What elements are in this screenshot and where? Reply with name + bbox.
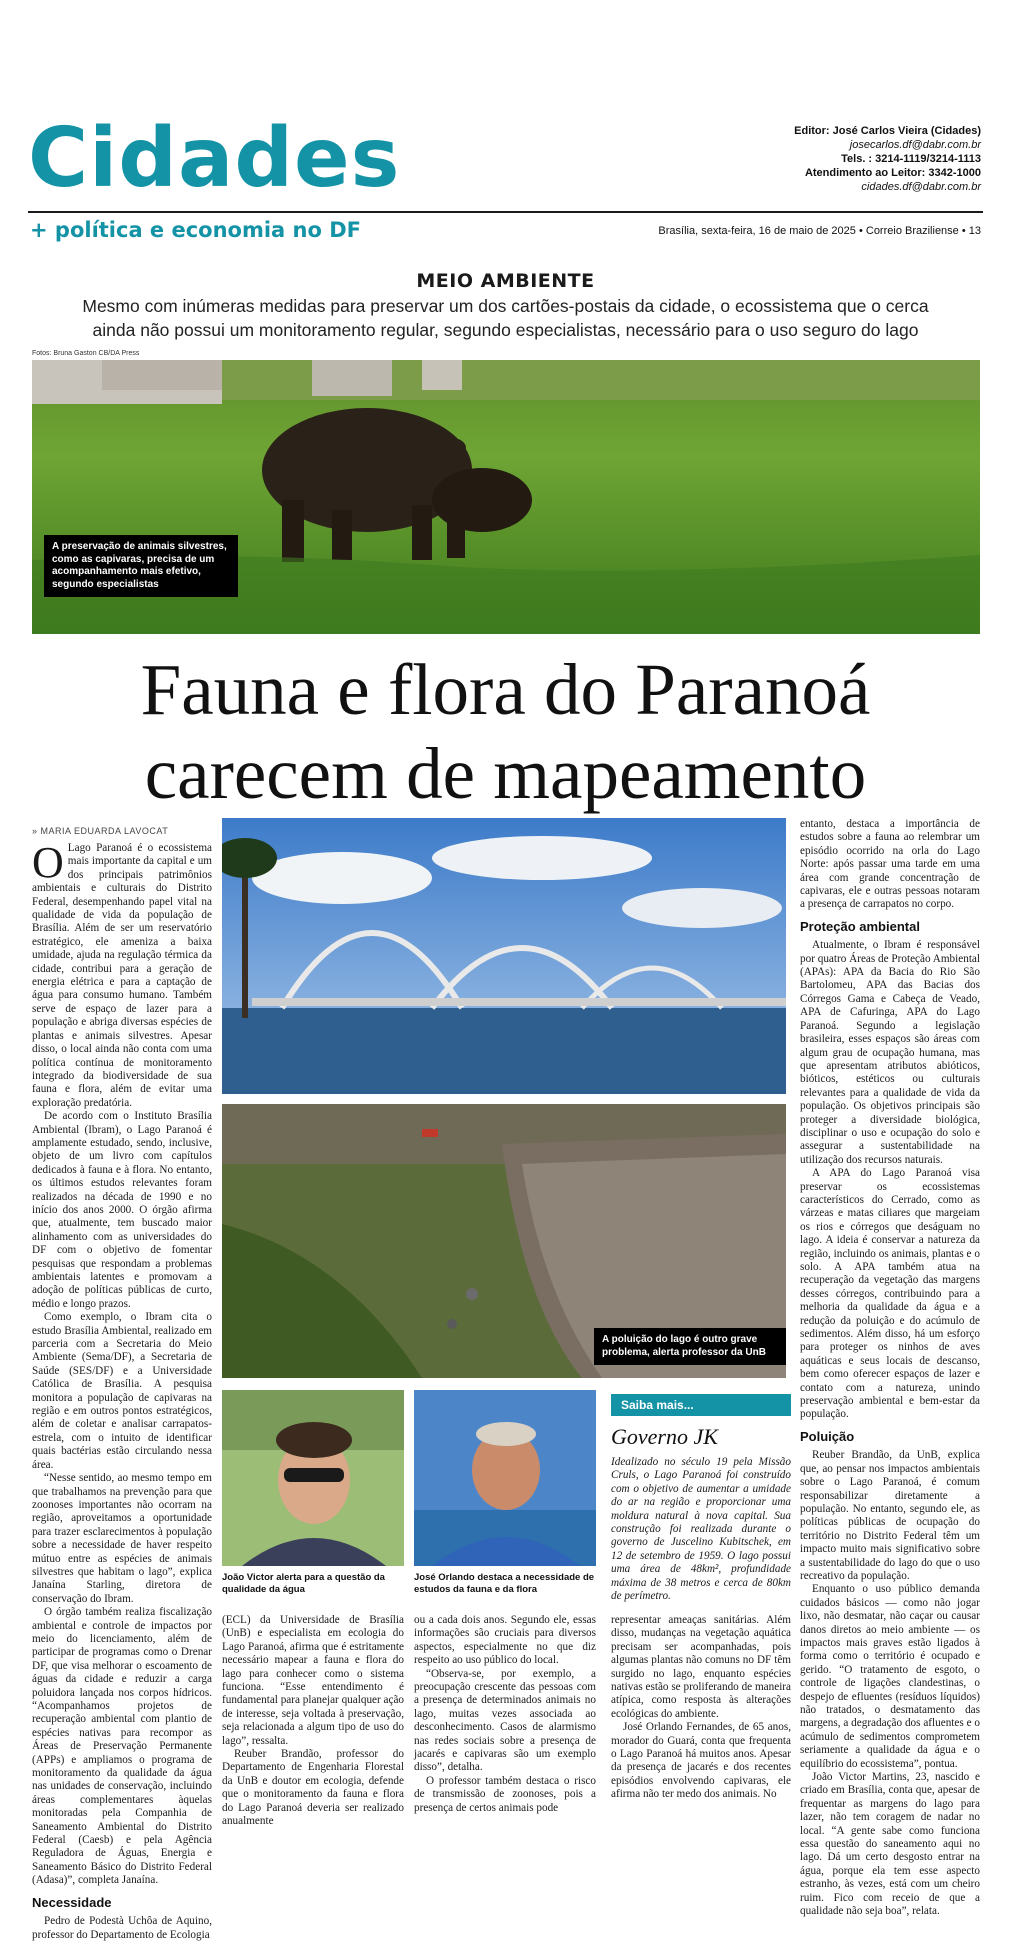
col2-paragraph-1: (ECL) da Universidade de Brasília (UnB) e especialista em ecologia do Lago Paranoá, afirma que é estritamente necessário mapear a fauna e flora do lago para conhecer como o sistema funciona. “Esse entendimento é fundamental para planejar qualquer ação de interesse, seja voltada à preservação, seja relacionada a algum tipo de uso do lago”, ressalta.: [222, 1614, 405, 1747]
column-5: [800, 818, 980, 1919]
kicker: MEIO AMBIENTE: [416, 270, 595, 292]
col5-paragraph-3: A APA do Lago Paranoá visa preservar os ecossistemas característicos do Cerrado, como as várzeas e matas ciliares que margeiam os rios e córregos que deságuam no lago. A ideia é conservar a natureza da região, incluindo os animais, plantas e o solo. A APA também atua na recuperação da vegetação das margens desses córregos, contribuindo para a melhoria da qualidade da água e a redução da poluição e do acúmulo de sedimentos. Além disso, há um esforço para proteger os ninhos de aves aquáticas e seus locais de descanso, bem como oferecer espaços de lazer e contato com a natureza, unindo preservação ambiental e bem-estar da população.: [800, 1167, 980, 1421]
col3-paragraph-1: ou a cada dois anos. Segundo ele, essas informações são cruciais para diversos aspectos, especialmente no que diz respeito ao uso público do local.: [414, 1614, 596, 1667]
col4-paragraph-1: representar ameaças sanitárias. Além disso, mudanças na vegetação aquática precisam ser acompanhadas, pois algumas plantas não comuns no DF têm surgido no lago, enquanto espécies nativas estão se proliferando de maneira atípica, como resposta às alterações ecológicas do ambiente.: [611, 1614, 791, 1720]
caption-jose: José Orlando destaca a necessidade de estudos da fauna e da flora: [414, 1572, 595, 1595]
editor-info: [794, 124, 981, 194]
saiba-mais-title: Governo JK: [611, 1424, 718, 1449]
portrait-joao: [222, 1390, 404, 1566]
hero-caption: A preservação de animais silvestres, como as capivaras, precisa de um acompanhamento mais efetivo, segundo especialistas: [44, 535, 238, 597]
dropcap: O: [32, 838, 64, 887]
col4-paragraph-2: José Orlando Fernandes, de 65 anos, morador do Guará, conta que frequenta o Lago Paranoá há muitos anos. Apesar da presença de jacarés e dos recentes episódios envolvendo capivaras, ele afirma não ter medo dos animais. No: [611, 1721, 791, 1801]
col5-paragraph-1: entanto, destaca a importância de estudos sobre a fauna ao relembrar um episódio ocorrido na orla do Lago Norte: após passar uma tarde em uma área com grande concentração de capivaras, ele e outras pessoas notaram a presença de carrapatos no corpo.: [800, 818, 980, 911]
col5-paragraph-6: João Victor Martins, 23, nascido e criado em Brasília, conta que, apesar de frequentar as margens do lago para lazer, não tem coragem de nadar no local. “A gente sabe como funciona essa questão do saneamento aqui no lago. Dá um certo desgosto entrar na água, porque ela tem esse aspecto estranho, às vezes, está com um cheiro ruim. Fico com receio de que a qualidade não seja boa”, relata.: [800, 1771, 980, 1918]
col1-paragraph-4: “Nesse sentido, ao mesmo tempo em que trabalhamos na prevenção para que zoonoses importantes não ocorram na região, aproveitamos a oportunidade para trazer esclarecimentos à população sobre a necessidade de haver respeito mútuo entre as espécies de animais silvestres que habitam o lago”, explica Janaína Starling, diretora de conservação do Ibram.: [32, 1472, 212, 1605]
column-4: [611, 1614, 791, 1802]
col5-paragraph-5: Enquanto o uso público demanda cuidados básicos — como não jogar lixo, não desmatar, não caçar ou causar danos diretos ao meio ambiente — os impactos mais graves estão ligados à forma como o território é ocupado e gerido. “O tratamento de esgoto, o controle de ligações clandestinas, o despejo de efluentes (resíduos líquidos) não tratados, o desmatamento das margens, a degradação dos afluentes e o acúmulo de sedimentos comprometem seriamente a qualidade da água e o equilíbrio do ecossistema”, pontua.: [800, 1583, 980, 1770]
reader-service: Atendimento ao Leitor: 3342-1000: [804, 167, 981, 179]
col1-paragraph-3: Como exemplo, o Ibram cita o estudo Brasília Ambiental, realizado em parceria com a Secretaria do Meio Ambiente (Sema/DF), a Secretaria de Saúde (SES/DF) e a Universidade Católica de Brasília. A pesquisa monitora a população de capivaras na região e em outros pontos estratégicos, além de coletar e analisar carrapatos-estrela, com o intuito de identificar quais bactérias estão circulando nessa área.: [32, 1311, 212, 1471]
editor-phone: Tels. : 3214-1119/3214-1113: [841, 153, 981, 165]
section-title: Cidades: [28, 111, 401, 206]
hero-photo: [32, 360, 980, 634]
section-subtitle: + política e economia no DF: [30, 218, 362, 242]
subhead-protecao: Proteção ambiental: [800, 918, 920, 934]
column-3: [414, 1614, 596, 1815]
headline-line-2: carecem de mapeamento: [144, 733, 867, 814]
editor-name: Editor: José Carlos Vieira (Cidades): [794, 125, 981, 137]
subhead-necessidade: Necessidade: [32, 1894, 112, 1910]
portrait-jose: [414, 1390, 596, 1566]
portrait-jose-illustration: [414, 1390, 596, 1566]
column-2: [222, 1614, 404, 1829]
editor-email[interactable]: josecarlos.df@dabr.com.br: [849, 139, 981, 151]
col3-paragraph-2: “Observa-se, por exemplo, a preocupação crescente das pessoas com a presença de determinados animais no lago, muitas vezes associada ao desconhecimento. Casos de alarmismo nas redes sociais sobre a presença de jacarés e capivaras são um exemplo disso”, detalha.: [414, 1667, 596, 1774]
saiba-mais-text: Idealizado no século 19 pela Missão Cruls, o Lago Paranoá foi construído com o objetivo de aumentar a umidade do ar na região e proporcionar uma moldura natural à nova capital. Sua construção foi realizada durante o governo de Juscelino Kubitschek, em 12 de setembro de 1959. O lago possui uma área de 48km², profundidade máxima de 38 metros e cerca de 80km de perímetro.: [611, 1456, 791, 1603]
photo-credit: Fotos: Bruna Gaston CB/DA Press: [32, 350, 140, 357]
portrait-joao-illustration: [222, 1390, 404, 1566]
masthead-rule: [28, 211, 983, 213]
water-photo: [222, 1104, 786, 1378]
col1-paragraph-6: Pedro de Podestà Uchôa de Aquino, professor do Departamento de Ecologia: [32, 1915, 212, 1941]
bridge-illustration: [222, 818, 786, 1094]
saiba-mais-bar: Saiba mais...: [611, 1394, 791, 1416]
subhead-poluicao: Poluição: [800, 1428, 855, 1444]
reader-email[interactable]: cidades.df@dabr.com.br: [861, 181, 981, 193]
caption-joao: João Victor alerta para a questão da qualidade da água: [222, 1572, 385, 1595]
col1-paragraph-2: De acordo com o Instituto Brasília Ambiental (Ibram), o Lago Paranoá é amplamente estudado, sendo, inclusive, objeto de um livro com capítulos dedicados à fauna e à flora. No entanto, os últimos estudos relevantes foram realizados na década de 1990 e no início dos anos 2000. O órgão afirma que, atualmente, tem buscado maior alinhamento com as universidades do DF com o objetivo de fomentar pesquisas que respondam a problemas ambientais latentes e promovam a adoção de políticas públicas de curto, médio e longo prazos.: [32, 1110, 212, 1310]
col5-paragraph-4: Reuber Brandão, da UnB, explica que, ao pensar nos impactos ambientais sobre o Lago Paranoá, é comum responsabilizar diretamente a população. No entanto, segundo ele, as políticas públicas de ocupação do território no Distrito Federal têm um impacto muito mais significativo sobre a sustentabilidade do lago do que o uso recreativo da população.: [800, 1449, 980, 1582]
col1-paragraph-1: Lago Paranoá é o ecossistema mais importante da capital e um dos principais patrimônios ambientais e culturais do Distrito Federal, desempenhando papel vital na qualidade de vida da população de Brasília. Além de ser um reservatório estratégico, ele ameniza a baixa umidade, ajuda na regulação térmica da cidade, contribui para a geração de energia elétrica e para a captação de água para consumo humano. Também serve de espaço de lazer para a população e abriga diversas espécies de plantas e animais silvestres. Apesar disso, o local ainda não conta com uma política contínua de monitoramento integrado da biodiversidade de sua fauna e flora, além de evitar uma exploração predatória.: [32, 842, 212, 1109]
column-1: [32, 838, 212, 1942]
col2-paragraph-2: Reuber Brandão, professor do Departamento de Engenharia Florestal da UnB e doutor em ecologia, defende que o monitoramento da fauna e flora do Lago Paranoá deveria ser realizado anualmente: [222, 1748, 404, 1828]
deck: Mesmo com inúmeras medidas para preservar um dos cartões-postais da cidade, o ecossistema que o cerca ainda não possui um monitoramento regular, segundo especialistas, necessário para o uso seguro do lago: [82, 296, 929, 340]
water-photo-caption: A poluição do lago é outro grave problema, alerta professor da UnB: [594, 1328, 786, 1365]
headline: [0, 648, 1011, 816]
dateline: Brasília, sexta-feira, 16 de maio de 2025 • Correio Braziliense • 13: [658, 225, 981, 237]
byline: » MARIA EDUARDA LAVOCAT: [32, 826, 169, 836]
col5-paragraph-2: Atualmente, o Ibram é responsável por quatro Áreas de Proteção Ambiental (APAs): APA da Bacia do Rio São Bartolomeu, APA das Bacias dos Córregos Gama e Cabeça de Veado, APA de Cafuringa, APA do Lago Paranoá. Segundo a legislação brasileira, esses espaços são áreas com algum grau de ocupação humana, mas que apresentam atributos abióticos, bióticos, estéticos ou culturais relevantes para a qualidade de vida da população. Os objetivos principais são proteger a diversidade biológica, disciplinar o uso e ocupação do solo e assegurar a sustentabilidade na utilização dos recursos naturais.: [800, 939, 980, 1166]
headline-line-1: Fauna e flora do Paranoá: [140, 649, 871, 730]
col1-paragraph-5: O órgão também realiza fiscalização ambiental e controle de impactos por meio do licenciamento, além de participar de programas como o Drenar DF, que visa melhorar o escoamento de águas da cidade e reduzir a carga poluidora lançada nos corpos hídricos. “Acompanhamos projetos de recuperação ambiental com plantio de espécies nativas para recompor as Áreas de Preservação Permanente (APPs) e ampliamos o programa de monitoramento da qualidade da água nas unidades de conservação, incluindo áreas complementares àquelas monitoradas pela Companhia de Saneamento Ambiental do Distrito Federal (Caesb) e pela Agência Reguladora de Águas, Energia e Saneamento Básico do Distrito Federal (Adasa)”, completa Janaína.: [32, 1606, 212, 1887]
col3-paragraph-3: O professor também destaca o risco de transmissão de zoonoses, pois a presença de certos animais pode: [414, 1774, 596, 1814]
bridge-photo: [222, 818, 786, 1094]
